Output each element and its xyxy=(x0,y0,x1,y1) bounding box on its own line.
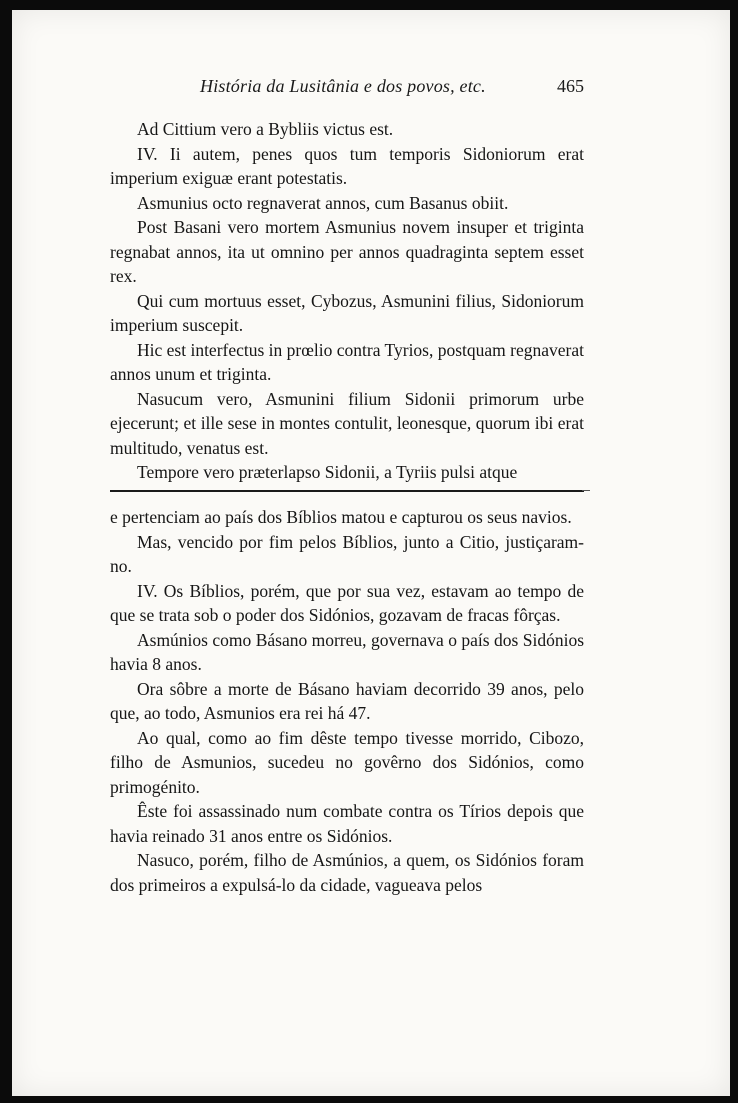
page-number: 465 xyxy=(557,76,584,96)
latin-paragraph: IV. Ii autem, penes quos tum temporis Sidoniorum erat imperium exiguæ erant potestatis. xyxy=(110,143,584,188)
portuguese-paragraph: Mas, vencido por fim pelos Bíblios, junto a Citio, justiçaram-no. xyxy=(110,531,584,576)
portuguese-paragraph: IV. Os Bíblios, porém, que por sua vez, estavam ao tempo de que se trata sob o poder dos Sidónios, gozavam de fracas fôrças. xyxy=(110,580,584,625)
portuguese-paragraph: Ao qual, como ao fim dêste tempo tivesse morrido, Cibozo, filho de Asmunios, sucedeu no govêrno dos Sidónios, como primogénito. xyxy=(110,727,584,797)
running-head-title: História da Lusitânia e dos povos, etc. xyxy=(200,76,486,96)
latin-paragraph: Nasucum vero, Asmunini filium Sidonii primorum urbe ejecerunt; et ille sese in montes contulit, leonesque, quorum ibi erat multitudo, venatus est. xyxy=(110,388,584,458)
section-divider-rule xyxy=(110,490,584,492)
rule-end-fragment xyxy=(582,490,590,491)
portuguese-paragraph: Ora sôbre a morte de Básano haviam decorrido 39 anos, pelo que, ao todo, Asmunios era rei há 47. xyxy=(110,678,584,723)
latin-text-block xyxy=(110,117,584,485)
running-head xyxy=(200,76,584,100)
portuguese-paragraph: Asmúnios como Básano morreu, governava o país dos Sidónios havia 8 anos. xyxy=(110,629,584,674)
portuguese-paragraph: Nasuco, porém, filho de Asmúnios, a quem, os Sidónios foram dos primeiros a expulsá-lo da cidade, vagueava pelos xyxy=(110,850,584,895)
portuguese-text-block xyxy=(110,505,584,897)
portuguese-continuation: e pertenciam ao país dos Bíblios matou e capturou os seus navios. xyxy=(110,507,572,527)
latin-paragraph: Hic est interfectus in prœlio contra Tyrios, postquam regnaverat annos unum et triginta. xyxy=(110,339,585,384)
latin-paragraph: Tempore vero præterlapso Sidonii, a Tyriis pulsi atque xyxy=(137,462,518,482)
latin-paragraph: Qui cum mortuus esset, Cybozus, Asmunini filius, Sidoniorum imperium suscepit. xyxy=(110,290,584,335)
latin-paragraph: Post Basani vero mortem Asmunius novem insuper et triginta regnabat annos, ita ut omnino per annos quadraginta septem esset rex. xyxy=(110,217,584,286)
portuguese-paragraph: Êste foi assassinado num combate contra os Tírios depois que havia reinado 31 anos entre os Sidónios. xyxy=(110,801,584,846)
latin-paragraph: Ad Cittium vero a Bybliis victus est. xyxy=(137,119,394,139)
latin-paragraph: Asmunius octo regnaverat annos, cum Basanus obiit. xyxy=(137,192,509,213)
